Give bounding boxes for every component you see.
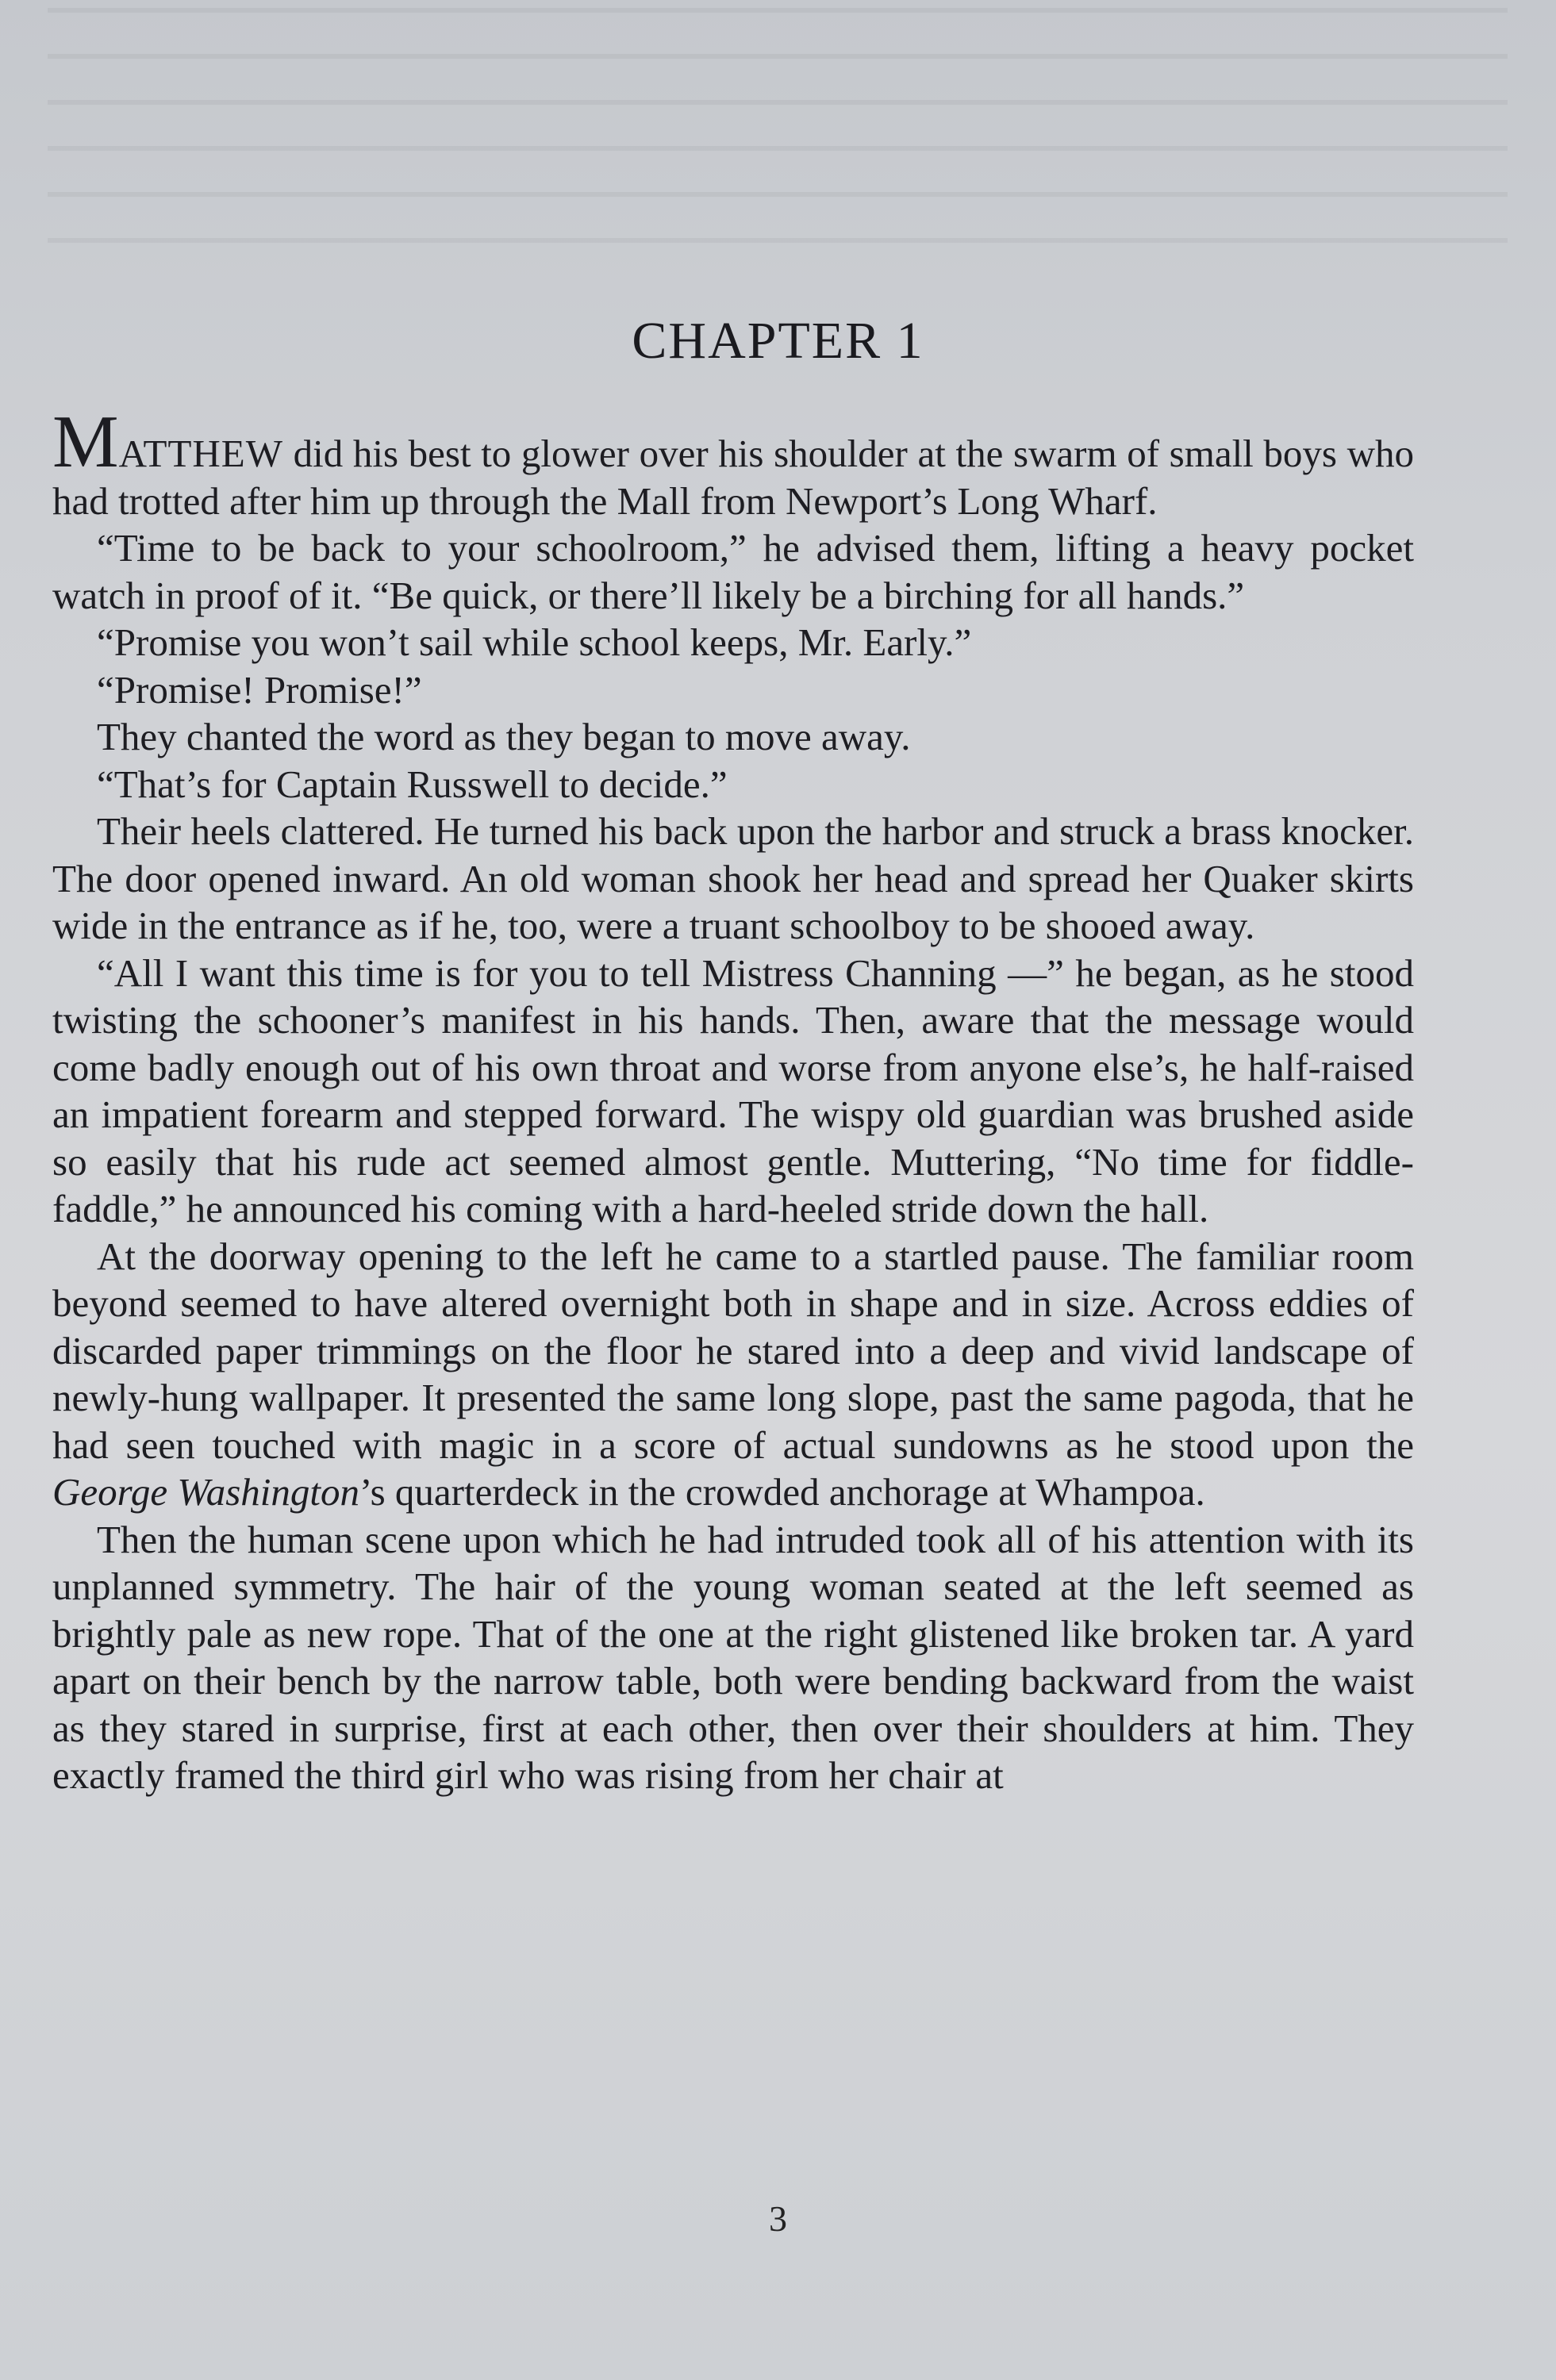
body-text bbox=[52, 401, 1414, 1799]
paragraph: Their heels clattered. He turned his back upon the harbor and struck a brass knocker. The door opened inward. An old woman shook her head and spread her Quaker skirts wide in the entrance as if he, too, were a truant schoolboy to be shooed away. bbox=[52, 809, 1414, 947]
paragraph: “That’s for Captain Russwell to decide.” bbox=[97, 762, 728, 806]
paragraph: “Promise you won’t sail while school keeps, Mr. Early.” bbox=[97, 620, 972, 664]
paragraph: They chanted the word as they began to move away. bbox=[97, 715, 911, 758]
chapter-title: CHAPTER 1 bbox=[632, 312, 924, 370]
paragraph: “Time to be back to your schoolroom,” he advised them, lifting a heavy pocket watch in proof of it. “Be quick, or there’ll likely be a birching for all hands.” bbox=[52, 526, 1414, 617]
ship-name: George Washington bbox=[52, 1470, 359, 1514]
show-through-text bbox=[48, 8, 1508, 246]
paragraph: “Promise! Promise!” bbox=[97, 667, 422, 712]
page-number: 3 bbox=[769, 2198, 787, 2239]
opening-text: did his best to glower over his shoulder at the swarm of small boys who had trotted after him up through the Mall from Newport’s Long Wharf. bbox=[52, 432, 1414, 523]
paragraph-ship bbox=[52, 1233, 1414, 1516]
opening-paragraph bbox=[52, 401, 1414, 524]
ship-text-after: ’s quarterdeck in the crowded anchorage at Whampoa. bbox=[359, 1470, 1205, 1514]
ship-text-before: At the doorway opening to the left he came to a startled pause. The familiar room beyond seemed to have altered overnight both in shape and in size. Across eddies of discarded paper trimmings on the floor he stared into a deep and vivid landscape of newly-hung wallpaper. It presented the same long slope, past the same pagoda, that he had seen touched with magic in a score of actual sundowns as he stood upon the bbox=[52, 1234, 1414, 1467]
paragraph-final: Then the human scene upon which he had intruded took all of his attention with its unplanned symmetry. The hair of the young woman seated at the left seemed as brightly pale as new rope. That of the one at the right glistened like broken tar. A yard apart on their bench by the narrow table, both were bending backward from the waist as they stared in surprise, first at each other, then over their shoulders at him. They exactly framed the third girl who was rising from her chair at bbox=[52, 1517, 1414, 1797]
paragraph: “All I want this time is for you to tell Mistress Channing —” he began, as he stood twisting the schooner’s manifest in his hands. Then, aware that the message would come badly enough out of his own throat and worse from anyone else’s, he half-raised an impatient forearm and stepped forward. The wispy old guardian was brushed aside so easily that his rude act seemed almost gentle. Muttering, “No time for fiddle-faddle,” he announced his coming with a hard-heeled stride down the hall. bbox=[52, 950, 1414, 1230]
opening-word: ATTHEW bbox=[118, 432, 283, 475]
drop-cap: M bbox=[52, 401, 119, 483]
